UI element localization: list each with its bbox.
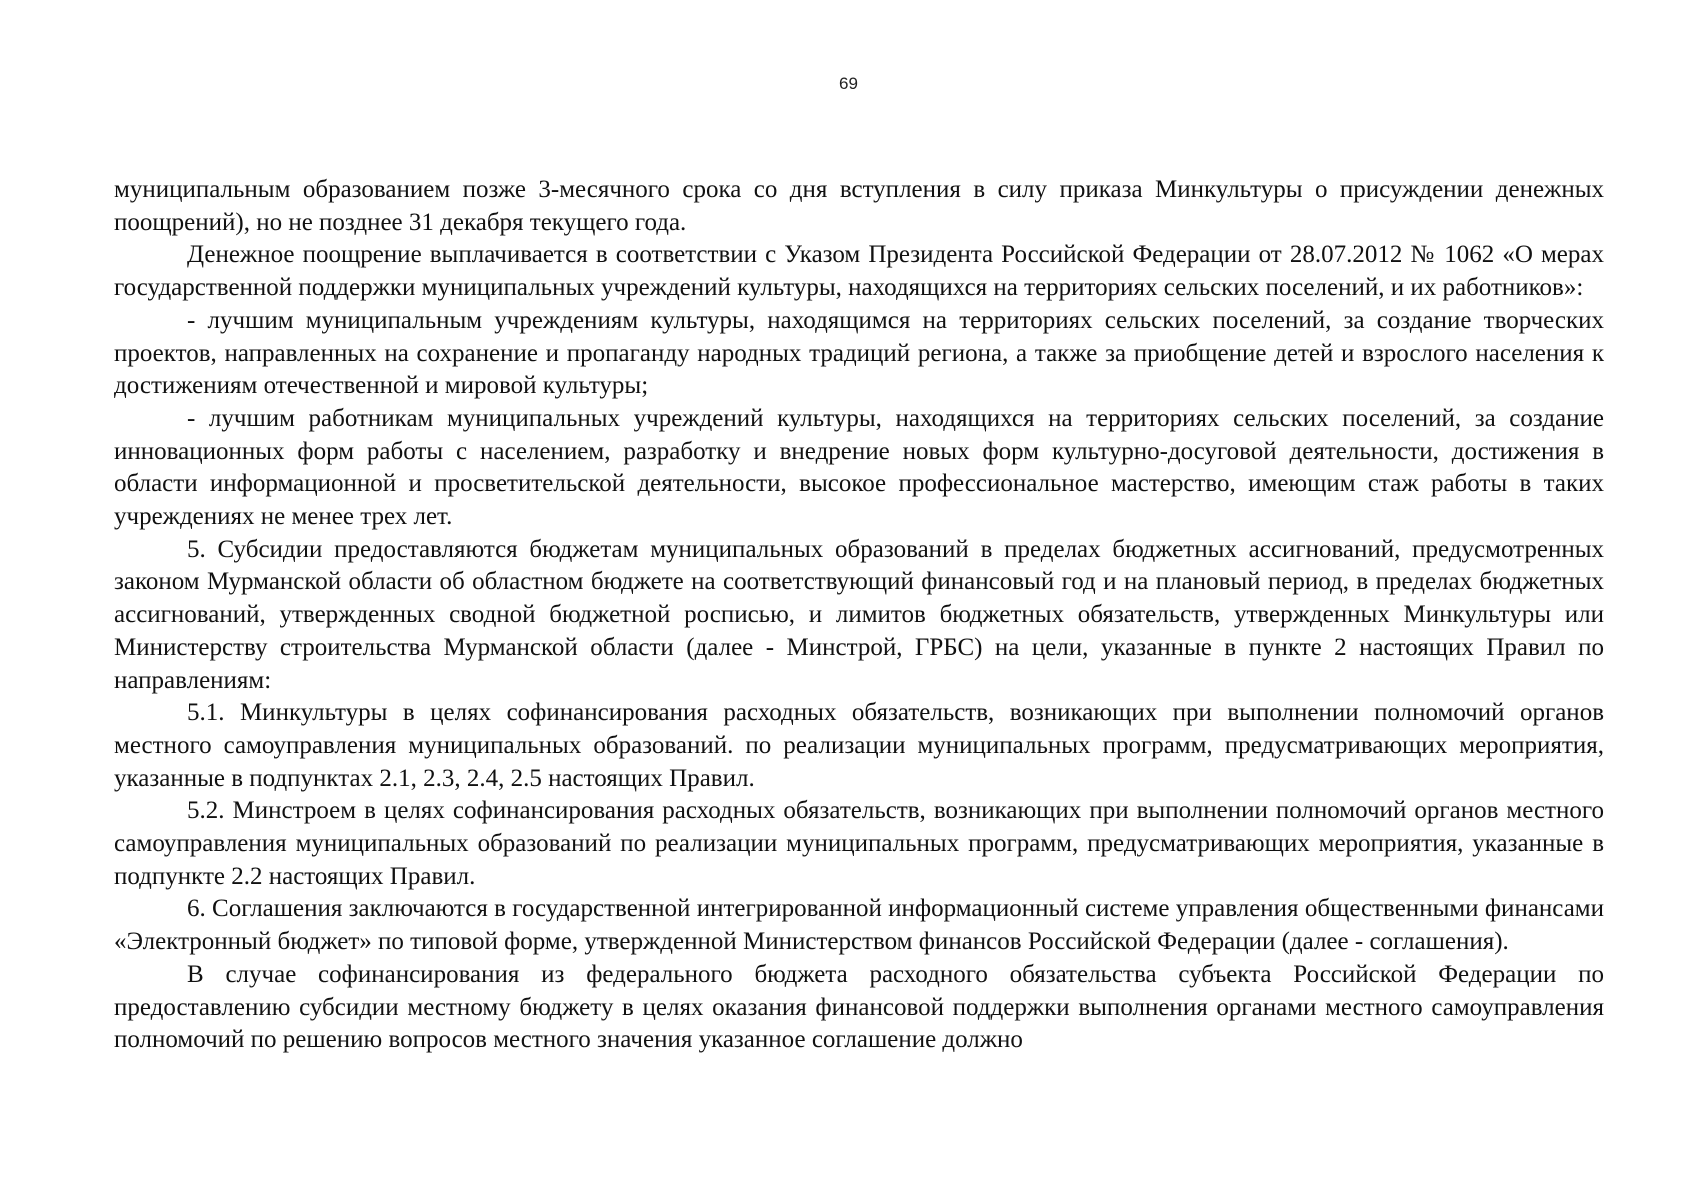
paragraph-3: - лучшим муниципальным учреждениям культуры, находящимся на территориях сельских поселений, за создание творческих проектов, направленных на сохранение и пропаганду народных традиций региона, а также за приобщение детей и взрослого населения к достижениям отечественной и мировой культуры; <box>114 306 1604 400</box>
paragraph-5: 5. Субсидии предоставляются бюджетам муниципальных образований в пределах бюджетных ассигнований, предусмотренных законом Мурманской области об областном бюджете на соответствующий финансовый год и на плановый период, в пределах бюджетных ассигнований, утвержденных сводной бюджетной росписью, и лимитов бюджетных обязательств, утвержденных Минкультуры или Министерству строительства Мурманской области (далее - Минстрой, ГРБС) на цели, указанные в пункте 2 настоящих Правил по направлениям: <box>114 535 1604 694</box>
page-number: 69 <box>839 74 858 93</box>
paragraph-2: Денежное поощрение выплачивается в соответствии с Указом Президента Российской Федерации от 28.07.2012 № 1062 «О мерах государственной поддержки муниципальных учреждений культуры, находящихся на территориях сельских поселений, и их работников»: <box>114 241 1604 302</box>
paragraph-1: муниципальным образованием позже 3-месячного срока со дня вступления в силу приказа Минкультуры о присуждении денежных поощрений), но не позднее 31 декабря текущего года. <box>114 176 1604 236</box>
document-body <box>114 174 1604 1057</box>
paragraph-4: - лучшим работникам муниципальных учреждений культуры, находящихся на территориях сельских поселений, за создание инновационных форм работы с населением, разработку и внедрение новых форм культурно-досуговой деятельности, достижения в области информационной и просветительской деятельности, высокое профессиональное мастерство, имеющим стаж работы в таких учреждениях не менее трех лет. <box>114 404 1604 531</box>
paragraph-6: 5.1. Минкультуры в целях софинансирования расходных обязательств, возникающих при выполнении полномочий органов местного самоуправления муниципальных образований. по реализации муниципальных программ, предусматривающих мероприятия, указанные в подпунктах 2.1, 2.3, 2.4, 2.5 настоящих Правил. <box>114 699 1604 792</box>
paragraph-9: В случае софинансирования из федерального бюджета расходного обязательства субъекта Российской Федерации по предоставлению субсидии местному бюджету в целях оказания финансовой поддержки выполнения органами местного самоуправления полномочий по решению вопросов местного значения указанное соглашение должно <box>114 960 1604 1054</box>
paragraph-7: 5.2. Минстроем в целях софинансирования расходных обязательств, возникающих при выполнении полномочий органов местного самоуправления муниципальных образований по реализации муниципальных программ, предусматривающих мероприятия, указанные в подпункте 2.2 настоящих Правил. <box>114 797 1604 890</box>
paragraph-8: 6. Соглашения заключаются в государственной интегрированной информационный системе управления общественными финансами «Электронный бюджет» по типовой форме, утвержденной Министерством финансов Российской Федерации (далее - соглашения). <box>114 895 1604 956</box>
